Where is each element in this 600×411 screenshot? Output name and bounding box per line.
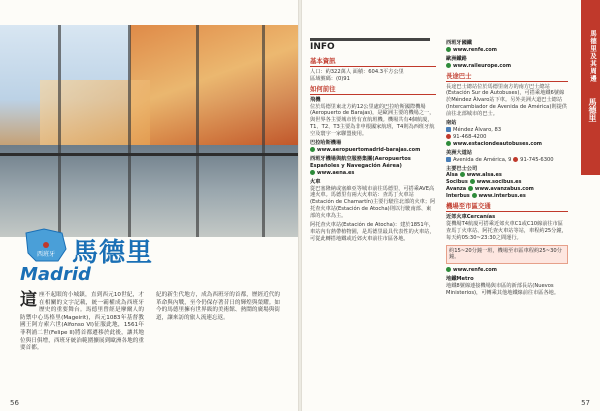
transfer-text: 從機場T4航廈可搭乘近郊火車C1或C10線前往市區查馬丁火車站、阿托查火車站等站，車程約25分鐘，每天約05:30~23:30之間運行。 [446, 220, 567, 241]
section-heading: 基本資訊 [310, 58, 436, 67]
photo-mullion [58, 25, 61, 237]
sub-heading: 歐洲鐵路 [446, 55, 467, 62]
note-box: 約15~20分鐘一班，機場至市區車程約25~30分鐘。 [446, 245, 568, 265]
bus-text: 長途巴士總站位於馬德里南方的南方巴士總站(Estación Sur de Autobuses)，可搭乘地鐵6號線於Méndez Álvaro站下車。另外美洲大道巴士總站(Intercambiador de Avenida de América)則提供前往北部城市的巴士。 [446, 83, 567, 118]
phone-icon [446, 134, 451, 139]
web-icon [468, 186, 473, 191]
company-row[interactable] [446, 186, 568, 193]
company-name: Avanza [446, 186, 467, 193]
photo-mullion [196, 25, 199, 237]
basic-line: 人口：約322萬人 面積：604.3平方公里 [310, 68, 404, 75]
web-link-text: www.alsa.es [466, 172, 502, 179]
photo-reflection [130, 25, 298, 145]
address-text: Méndez Álvaro, 83 [453, 126, 502, 133]
web-link-text: www.avanzabus.com [474, 186, 534, 193]
sub-heading: 西班牙國鐵 [446, 40, 472, 46]
address-text: Avenida de América, 9 [453, 156, 512, 163]
web-link-text: www.aena.es [317, 169, 355, 176]
section-heading: 長途巴士 [446, 73, 568, 82]
side-tab-city: 馬德里 [588, 98, 597, 122]
company-name: Alsa [446, 172, 458, 179]
dropcap: 這 [20, 290, 37, 310]
web-link[interactable] [446, 47, 568, 54]
sub-heading: 巴拉哈斯機場 [310, 140, 342, 147]
phone-text: 91-468-4200 [453, 133, 487, 140]
intro-column-1 [20, 292, 144, 353]
map-badge-icon [22, 225, 70, 265]
train-text: 從巴塞隆納或塞維亞等城市前往馬德里，可搭乘AVE高速火車。馬德里有兩大火車站：查馬丁火車站(Estación de Chamartín)主要行駛往北部的火車；阿托查火車站(Estación de Atocha)則以行駛南部、東部的火車為主。 [310, 185, 436, 220]
company-name: Interbus [446, 193, 470, 200]
web-icon [470, 179, 475, 184]
address [446, 157, 568, 164]
page-number-left: 56 [10, 399, 19, 407]
photo-rail [0, 153, 298, 156]
web-link-text: www.renfe.com [453, 267, 497, 274]
web-link-text: www.raileurope.com [453, 62, 512, 69]
web-icon [310, 147, 315, 152]
sub-heading: 南站 [446, 120, 457, 127]
air-text: 位於馬德里東北方約12公里處的巴拉哈斯國際機場(Aeropuerto de Barajas)，是歐洲主要的機場之一，與世界各主要城市皆有直航班機。機場共有4個航廈，T1、T2、T3主要為非申根國家航班，T4則為西班牙航空及寰宇一家聯盟使用。 [310, 103, 435, 138]
page-subtitle: Madrid [20, 264, 91, 285]
company-row[interactable] [446, 179, 568, 186]
web-link-text: www.renfe.com [453, 46, 497, 53]
page-title: 馬德里 [72, 238, 154, 268]
web-link[interactable] [446, 63, 568, 70]
sub-heading: 主要巴士公司 [446, 165, 478, 172]
web-link[interactable] [446, 141, 568, 148]
company-name: Socibus [446, 179, 468, 186]
info-rule [310, 38, 430, 41]
web-icon [460, 172, 465, 177]
intro-column-2 [156, 292, 280, 322]
sub-heading: 近郊火車Cercanías [446, 213, 496, 220]
web-link-text: www.socibus.es [476, 179, 522, 186]
web-link[interactable] [310, 147, 436, 154]
web-link-text: www.estaciondeautobuses.com [453, 140, 542, 147]
web-link[interactable] [310, 170, 436, 177]
sub-heading: 美洲大道站 [446, 149, 472, 156]
web-link-text: www.aeropuertomadrid-barajas.com [317, 146, 421, 153]
sub-heading: 地鐵Metro [446, 276, 474, 283]
side-tab-label: 馬德里及其周邊 [589, 30, 597, 83]
sub-heading: 飛機 [310, 96, 321, 103]
side-tab [581, 0, 600, 175]
address-icon [446, 127, 451, 132]
intro-text-1: 座不起眼的小城鎮，直到西元10世紀，才在相關的文字記載，統一霸權成為西班牙歷史的重要舞台。馬德里曾經是摩爾人的防禦中心馬格里(Mageirit)，西元1083年基督教國王阿方索六世(Alfonso VI)征服此地，1561年菲利浦二世(Felipe II)將首都遷移於此後，讓其地位與日俱增，西班牙統治範圍擴展到歐洲各地的重要首都。 [20, 292, 144, 352]
web-icon [446, 63, 451, 68]
section-heading: 如何前往 [310, 86, 436, 95]
web-icon [446, 267, 451, 272]
web-icon [310, 170, 315, 175]
intro-text-2: 紀的新生代地方，成為西班牙的首都，歷經近代的革命與內戰，至今仍保存著昔日的輝煌與榮耀。如今的馬德里擁有世界級的美術館、熱鬧的廣場與街道，讓來訪的旅人流連忘返。 [156, 292, 280, 321]
address-icon [446, 157, 451, 162]
sub-heading: 西班牙機場與航空服務集團(Aeropuertos Españoles y Navegación Aérea) [310, 155, 411, 169]
info-title: INFO [310, 42, 335, 52]
photo-mullion [262, 25, 265, 237]
page-number-right: 57 [581, 399, 590, 407]
company-row[interactable] [446, 193, 568, 200]
info-column-2 [446, 38, 568, 297]
train-text: 阿托查火車站(Estación de Atocha)：建於1851年，車站內有熱帶植物園，是馬德里最具代表性的火車站，可從此轉搭地鐵或近郊火車前往市區各地。 [310, 222, 435, 242]
info-column-1 [310, 55, 436, 243]
photo-glass [0, 145, 298, 237]
web-icon [472, 193, 477, 198]
company-row[interactable] [446, 172, 568, 179]
photo-mullion [128, 25, 131, 237]
basic-line: 區域號碼：(0)91 [310, 75, 350, 82]
map-badge-label: 西班牙 [36, 251, 56, 258]
metro-text: 地鐵8號線連接機場與市區的新部長站(Nuevos Ministerios)，可轉乘其他地鐵線前往市區各地。 [446, 283, 560, 297]
phone-icon [513, 157, 518, 162]
phone-text: 91-745-6300 [520, 156, 554, 163]
web-icon [446, 47, 451, 52]
web-link[interactable] [446, 267, 568, 274]
hero-photo [0, 25, 298, 237]
address [446, 127, 568, 134]
web-icon [446, 141, 451, 146]
web-link-text: www.interbus.es [478, 193, 526, 200]
sub-heading: 火車 [310, 178, 321, 185]
phone [446, 134, 568, 141]
section-heading: 機場至市區交通 [446, 203, 568, 212]
